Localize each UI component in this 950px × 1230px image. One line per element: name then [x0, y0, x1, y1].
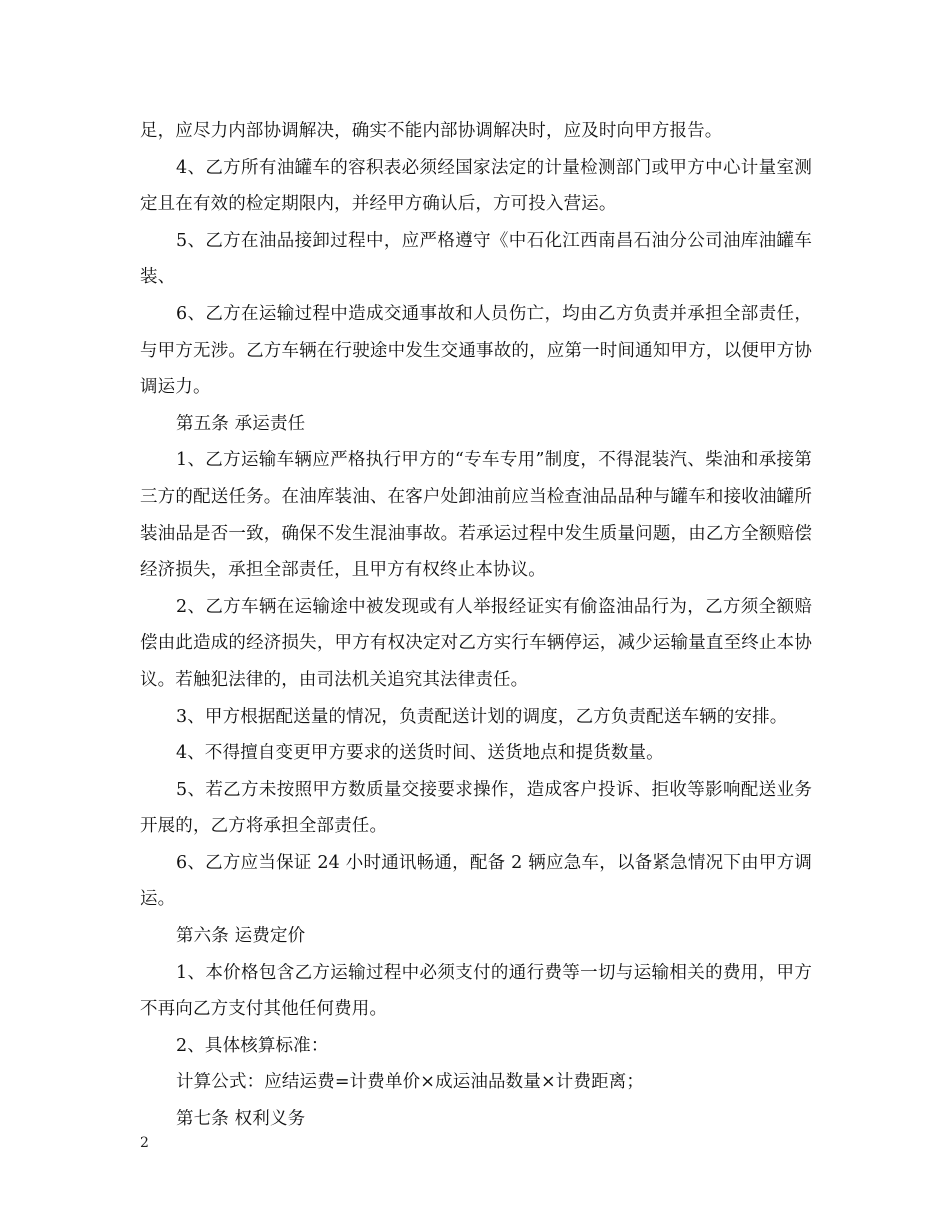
paragraph: 4、不得擅自变更甲方要求的送货时间、送货地点和提货数量。	[176, 743, 664, 764]
paragraph: 2、乙方车辆在运输途中被发现或有人举报经证实有偷盗油品行为，乙方须全额赔偿由此造成的经济损失，甲方有权决定对乙方实行车辆停运，减少运输量直至终止本协议。若触犯法律的，由司法机关追究其法律责任。	[140, 596, 812, 690]
paragraph: 3、甲方根据配送量的情况，负责配送计划的调度，乙方负责配送车辆的安排。	[176, 706, 788, 727]
document-body	[140, 113, 812, 1138]
paragraph: 4、乙方所有油罐车的容积表必须经国家法定的计量检测部门或甲方中心计量室测定且在有效的检定期限内，并经甲方确认后，方可投入营运。	[140, 157, 812, 215]
paragraph: 1、本价格包含乙方运输过程中必须支付的通行费等一切与运输相关的费用，甲方不再向乙方支付其他任何费用。	[140, 962, 812, 1020]
paragraph: 1、乙方运输车辆应严格执行甲方的“专车专用”制度，不得混装汽、柴油和承接第三方的配送任务。在油库装油、在客户处卸油前应当检查油品品种与罐车和接收油罐所装油品是否一致，确保不发生混油事故。若承运过程中发生质量问题，由乙方全额赔偿经济损失，承担全部责任，且甲方有权终止本协议。	[140, 450, 812, 581]
paragraph: 5、乙方在油品接卸过程中，应严格遵守《中石化江西南昌石油分公司油库油罐车装、	[140, 230, 812, 288]
page-number: 2	[140, 1135, 149, 1151]
formula-line: 计算公式：应结运费=计费单价×成运油品数量×计费距离；	[176, 1072, 645, 1093]
paragraph: 5、若乙方未按照甲方数质量交接要求操作，造成客户投诉、拒收等影响配送业务开展的，乙方将承担全部责任。	[140, 779, 812, 837]
section-heading: 第七条 权利义务	[176, 1109, 306, 1130]
section-heading: 第五条 承运责任	[176, 413, 306, 434]
paragraph: 足，应尽力内部协调解决，确实不能内部协调解决时，应及时向甲方报告。	[140, 121, 723, 141]
paragraph: 2、具体核算标准：	[176, 1035, 329, 1056]
section-heading: 第六条 运费定价	[176, 926, 306, 947]
paragraph: 6、乙方应当保证 24 小时通讯畅通，配备 2 辆应急车，以备紧急情况下由甲方调运。	[140, 852, 812, 910]
paragraph: 6、乙方在运输过程中造成交通事故和人员伤亡，均由乙方负责并承担全部责任，与甲方无涉。乙方车辆在行驶途中发生交通事故的，应第一时间通知甲方，以便甲方协调运力。	[140, 303, 812, 398]
